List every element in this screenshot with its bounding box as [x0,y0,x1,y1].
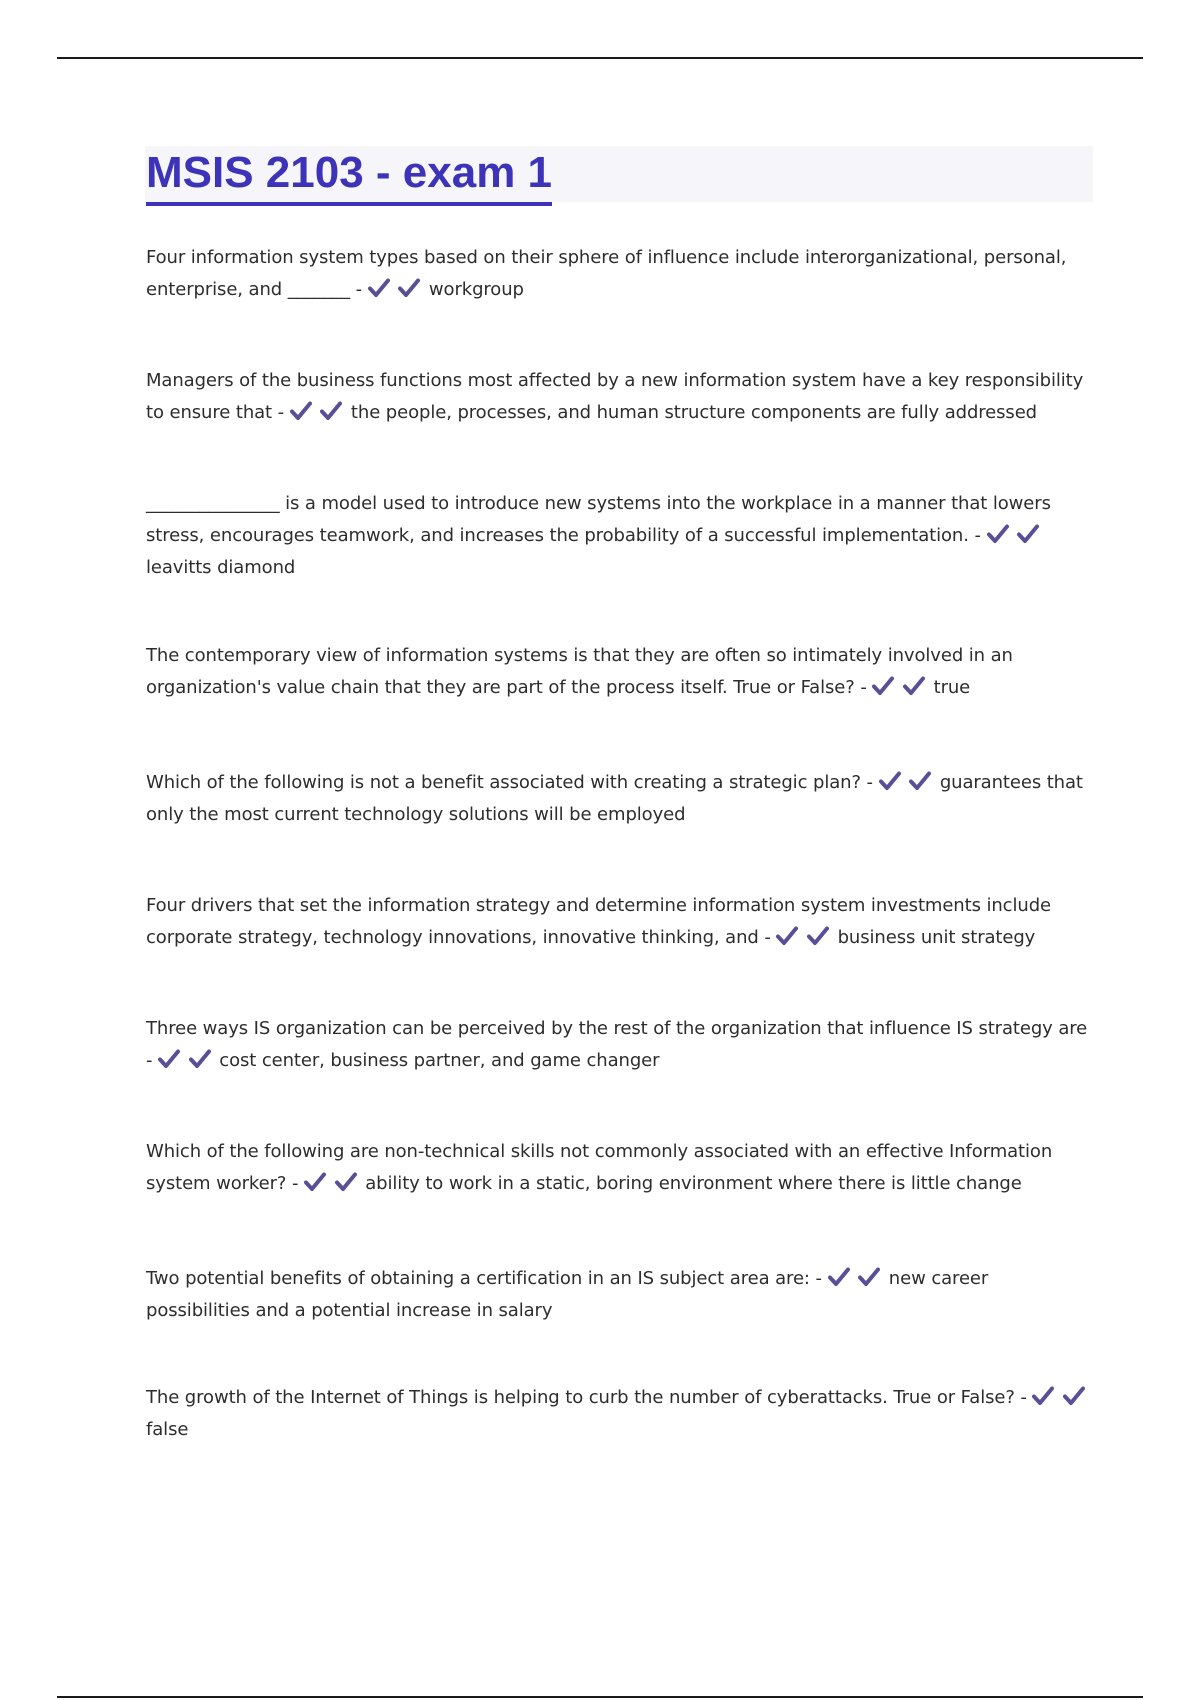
check-mark-icon [1063,1386,1085,1406]
check-mark-icon [335,1172,357,1192]
qa-item [146,890,1096,954]
answer-text: leavitts diamond [146,557,296,578]
check-mark-icon [290,401,312,421]
check-mark-icon [189,1049,211,1069]
top-rule [57,57,1143,59]
answer-text: true [933,677,971,698]
answer-text: workgroup [428,279,524,300]
qa-item [146,767,1096,831]
page-title: MSIS 2103 - exam 1 [146,144,552,206]
question-text: Three ways IS organization can be perceived by the rest of the organization that influence IS strategy are - [146,1018,1088,1071]
answer-text: cost center, business partner, and game changer [219,1050,660,1071]
question-text: The contemporary view of information systems is that they are often so intimately involved in an organization's value chain that they are part of the process itself. True or False? - [146,645,1013,698]
qa-item [146,1382,1096,1446]
check-mark-icon [858,1267,880,1287]
question-text: _______________ is a model used to introduce new systems into the workplace in a manner that lowers stress, encourages teamwork, and increases the probability of a successful implementation. - [146,493,1051,546]
check-mark-icon [1032,1386,1054,1406]
qa-item [146,1013,1096,1077]
check-mark-icon [320,401,342,421]
answer-text: the people, processes, and human structure components are fully addressed [350,402,1038,423]
check-mark-icon [879,771,901,791]
question-text: Two potential benefits of obtaining a certification in an IS subject area are: - [146,1268,822,1289]
question-text: Four information system types based on their sphere of influence include interorganizational, personal, enterprise, and _______ - [146,247,1067,300]
check-mark-icon [987,524,1009,544]
bottom-rule [57,1696,1143,1698]
answer-text: guarantees that only the most current technology solutions will be employed [146,772,1083,825]
check-mark-icon [1017,524,1039,544]
check-mark-icon [903,676,925,696]
answer-text: new career possibilities and a potential increase in salary [146,1268,989,1321]
check-mark-icon [776,926,798,946]
question-text: Managers of the business functions most affected by a new information system have a key responsibility to ensure that - [146,370,1084,423]
qa-item [146,242,1096,306]
question-text: Which of the following is not a benefit associated with creating a strategic plan? - [146,772,873,793]
question-text: The growth of the Internet of Things is helping to curb the number of cyberattacks. True or False? - [146,1387,1027,1408]
qa-item [146,365,1096,429]
qa-item [146,1263,1096,1327]
check-mark-icon [807,926,829,946]
check-mark-icon [872,676,894,696]
check-mark-icon [909,771,931,791]
answer-text: business unit strategy [837,927,1036,948]
qa-item [146,1136,1096,1200]
qa-item [146,488,1096,584]
check-mark-icon [158,1049,180,1069]
answer-text: ability to work in a static, boring environment where there is little change [365,1173,1022,1194]
question-text: Four drivers that set the information strategy and determine information system investments include corporate strategy, technology innovations, innovative thinking, and - [146,895,1051,948]
check-mark-icon [828,1267,850,1287]
answer-text: false [146,1419,189,1440]
check-mark-icon [398,278,420,298]
check-mark-icon [368,278,390,298]
qa-item [146,640,1096,704]
check-mark-icon [304,1172,326,1192]
question-text: Which of the following are non-technical skills not commonly associated with an effective Information system worker? - [146,1141,1053,1194]
